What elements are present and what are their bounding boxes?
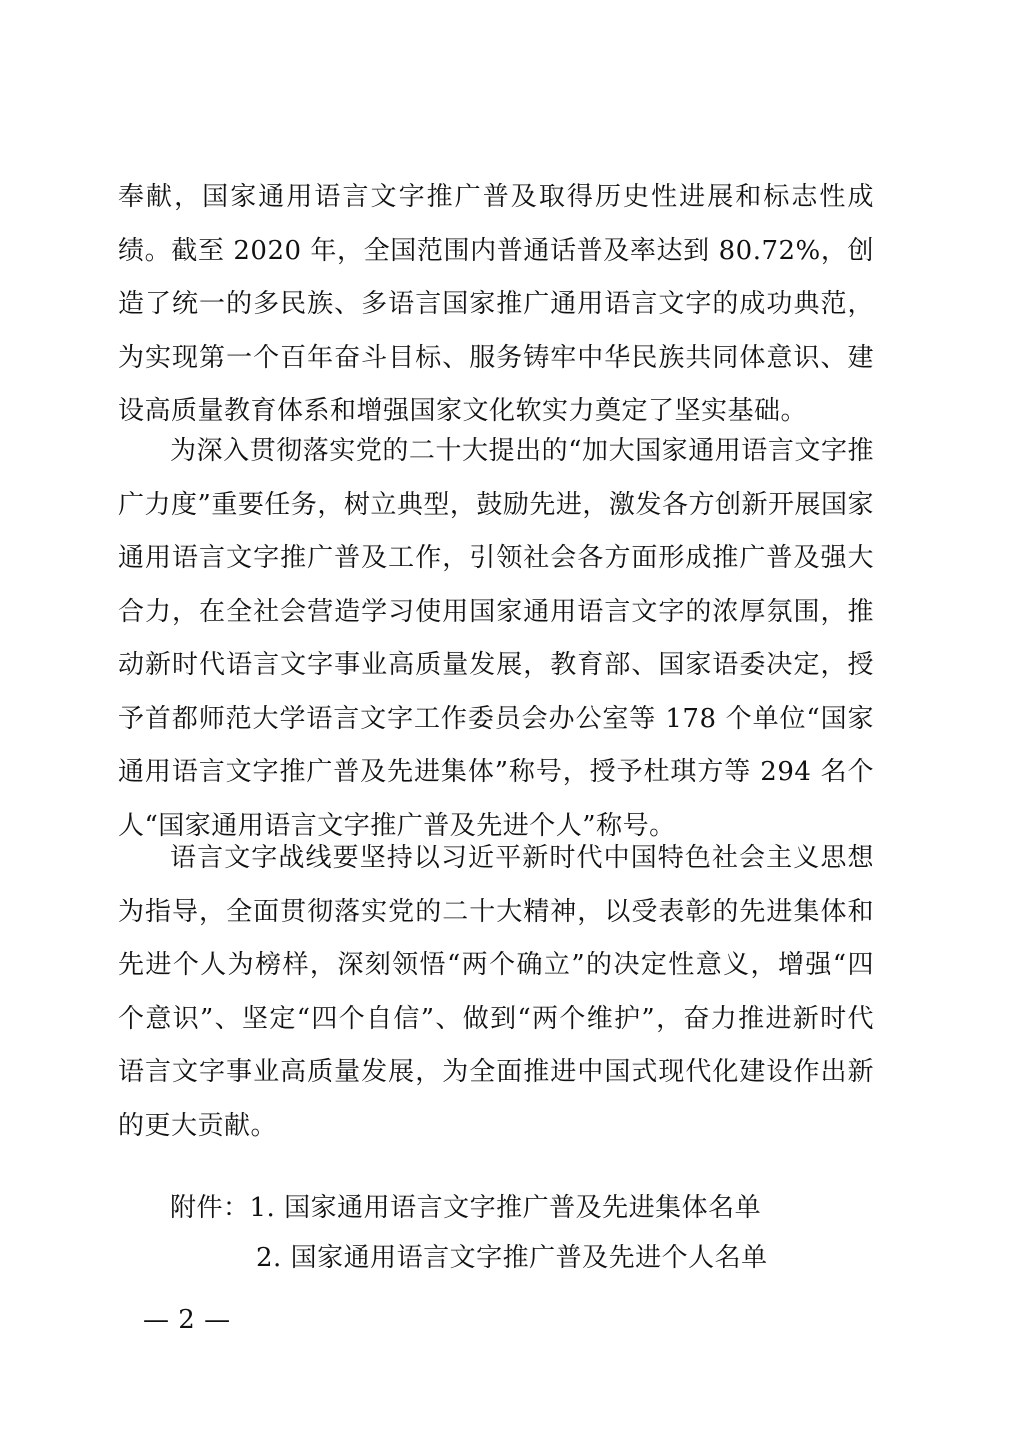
paragraph-commendation-decision: 为深入贯彻落实党的二十大提出的“加大国家通用语言文字推广力度”重要任务，树立典型，鼓励先进，激发各方创新开展国家通用语言文字推广普及工作，引领社会各方面形成推广普及强大合力，在全社会营造学习使用国家通用语言文字的浓厚氛围，推动新时代语言文字事业高质量发展，教育部、国家语委决定，授予首都师范大学语言文字工作委员会办公室等 178 个单位“国家通用语言文字推广普及先进集体”称号，授予杜琪方等 294 名个人“国家通用语言文字推广普及先进个人”称号。	[118, 436, 874, 841]
attachment-item	[170, 1233, 768, 1283]
paragraph-call-to-action: 语言文字战线要坚持以习近平新时代中国特色社会主义思想为指导，全面贯彻落实党的二十大精神，以受表彰的先进集体和先进个人为榜样，深刻领悟“两个确立”的决定性意义，增强“四个意识”、坚定“四个自信”、做到“两个维护”，奋力推进新时代语言文字事业高质量发展，为全面推进中国式现代化建设作出新的更大贡献。	[118, 843, 874, 1141]
attachments-list	[170, 1183, 768, 1283]
paragraph-achievements: 奉献，国家通用语言文字推广普及取得历史性进展和标志性成绩。截至 2020 年，全国范围内普通话普及率达到 80.72%，创造了统一的多民族、多语言国家推广通用语言文字的成功典范，为实现第一个百年奋斗目标、服务铸牢中华民族共同体意识、建设高质量教育体系和增强国家文化软实力奠定了坚实基础。	[118, 182, 874, 426]
attachment-item	[170, 1183, 768, 1233]
attachment-2-title: 2. 国家通用语言文字推广普及先进个人名单	[256, 1243, 768, 1273]
attachment-1-title: 1. 国家通用语言文字推广普及先进集体名单	[249, 1193, 762, 1223]
attachments-label: 附件：	[170, 1193, 250, 1223]
page-number: — 2 —	[143, 1305, 231, 1335]
